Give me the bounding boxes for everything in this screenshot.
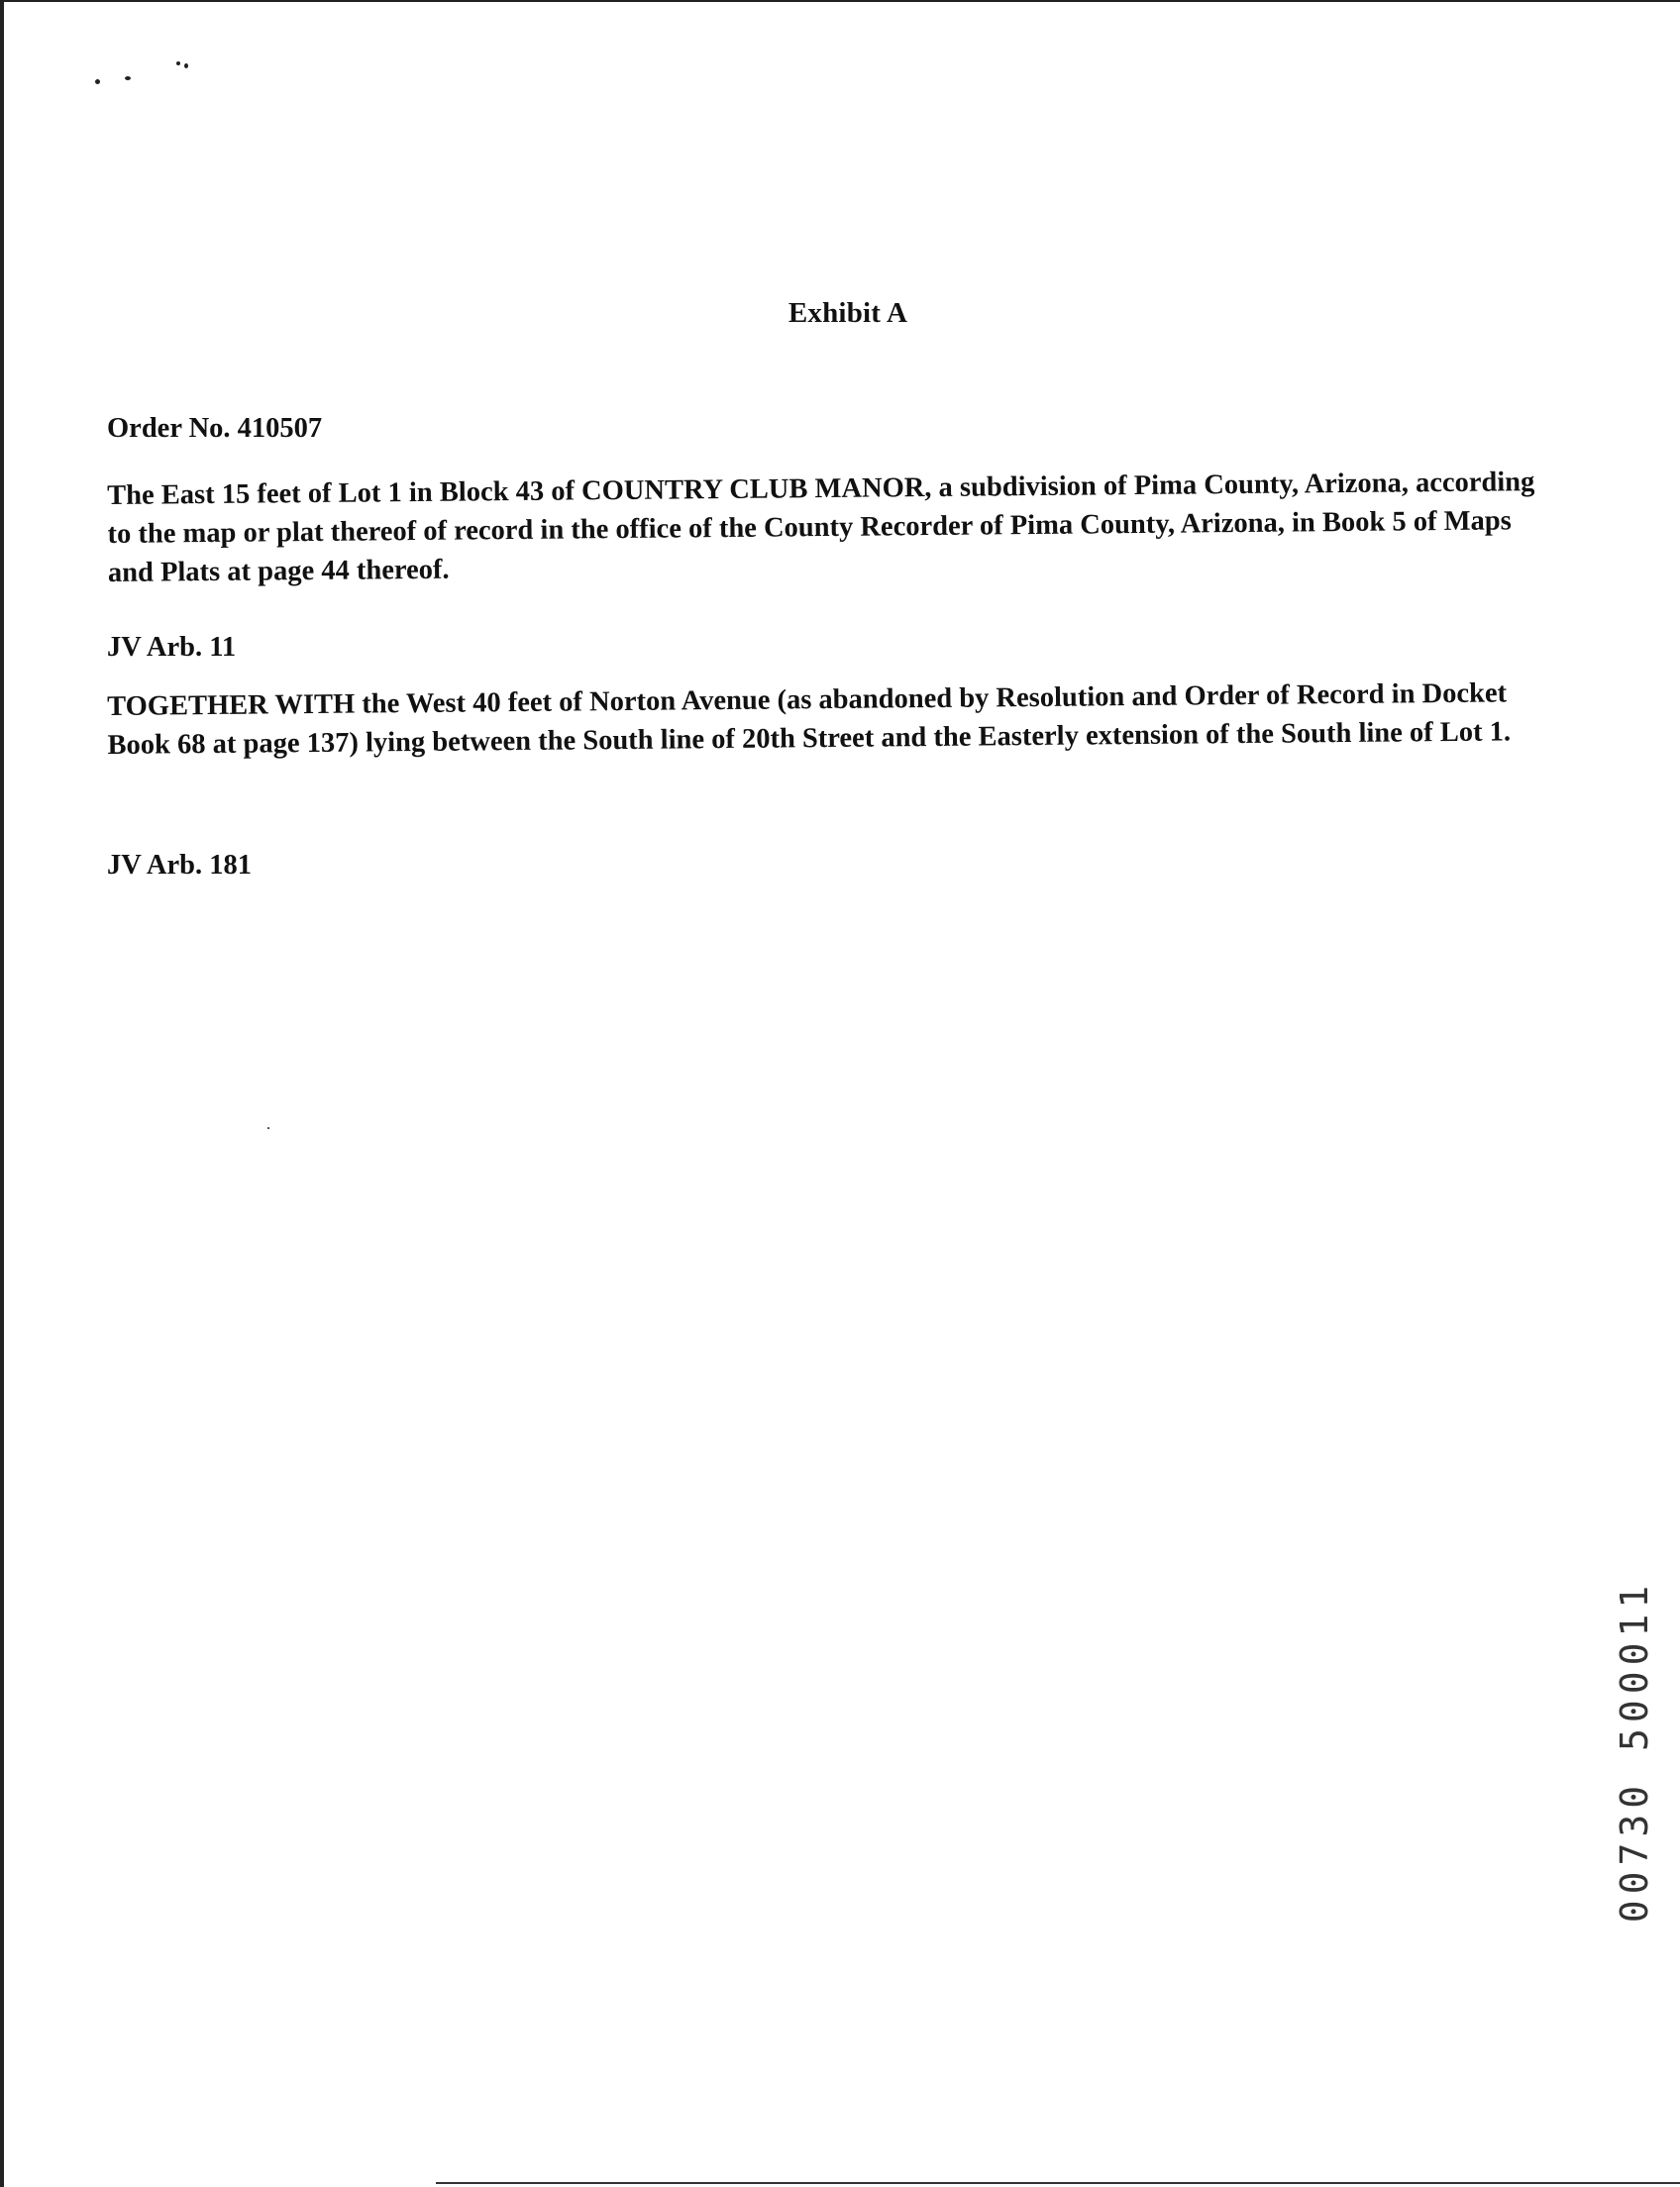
legal-description-paragraph-2: TOGETHER WITH the West 40 feet of Norton Avenue (as abandoned by Resolution and Order of Record in Docket Book 68 at page 137) lying between the South line of 20th Street and the Easterly extension of the South line of Lot 1. xyxy=(107,677,1512,761)
margin-stamp-number: 00730 500011 xyxy=(1613,1579,1656,1924)
scan-edge-bottom xyxy=(436,2182,1680,2184)
exhibit-title: Exhibit A xyxy=(788,297,908,329)
arb-reference-2: JV Arb. 181 xyxy=(107,850,252,881)
scan-speck xyxy=(125,76,131,80)
arb-reference-1: JV Arb. 11 xyxy=(107,632,237,663)
scan-speck xyxy=(95,79,100,84)
scan-speck xyxy=(267,1127,269,1129)
order-number: Order No. 410507 xyxy=(107,413,323,444)
scan-edge-top xyxy=(0,0,1680,2)
scan-speck xyxy=(176,61,180,65)
margin-stamp xyxy=(1615,1573,1654,1929)
scan-speck xyxy=(184,63,188,68)
legal-description-paragraph-1: The East 15 feet of Lot 1 in Block 43 of COUNTRY CLUB MANOR, a subdivision of Pima County, Arizona, according to the map or plat thereof of record in the office of the County Recorder of Pima County, Arizona, in Book 5 of Maps and Plats at page 44 thereof. xyxy=(107,467,1535,588)
